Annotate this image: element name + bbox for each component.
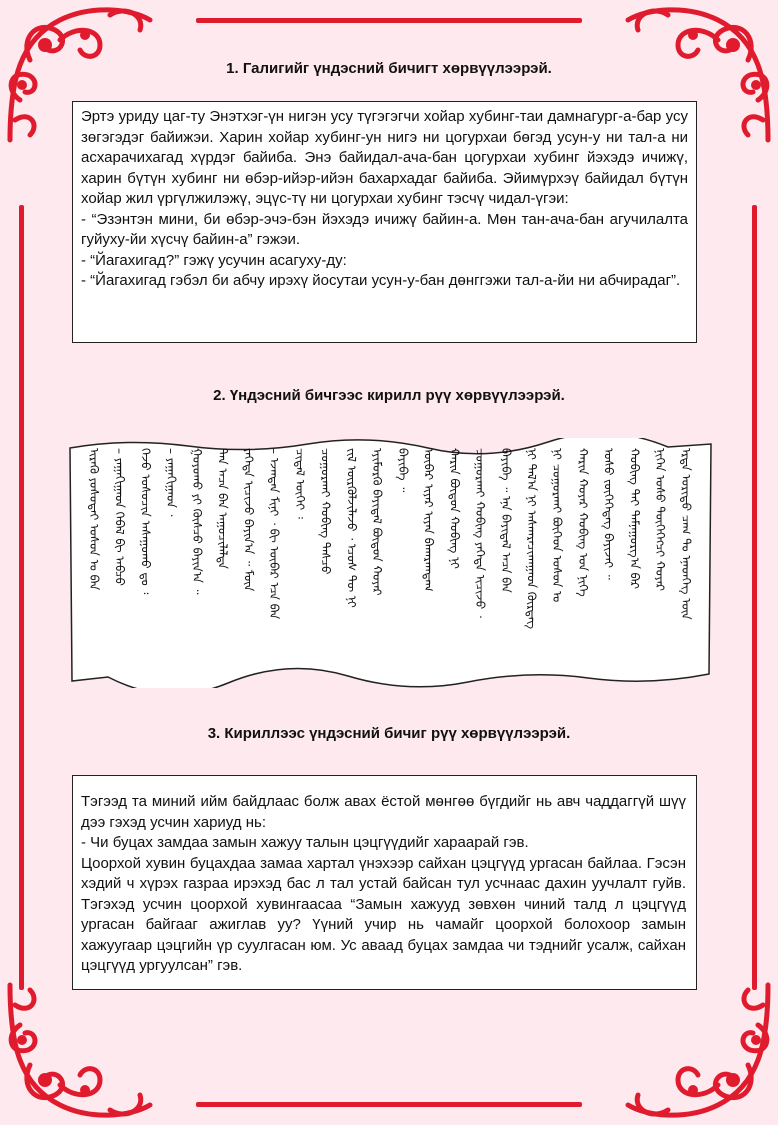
section-3-line: - Чи буцах замдаа замын хажуу талын цэцгүүдийг хараарай гэв. xyxy=(81,834,529,851)
script-column: ᠴᠢᠳᠠᠯ ᠦᠭᠡᠢ ᠄ xyxy=(292,448,307,519)
script-column: ᠪᠠᠶᠢᠪᠠ ᠃ ᠡᠨᠡ ᠪᠠᠶᠢᠳᠠᠯ ᠠᠴᠠ ᠪᠠᠨ xyxy=(498,448,513,593)
section-1-paragraph: Эртэ уриду цаг-ту Энэтхэг-үн нигэн усу түгэгэгчи хойар хубинг-таи дамнагург-а-бар усу зөгэгэдэг байижэи. Харин хойар хубинг-ун нигэ ни цогурхаи бөгэд усун-у ни тал-а ни асхарачихагад хүрдэг байиба. Энэ байидал-ача-бан цогурхаи хубинг йэхэдэ ичижү, харин бүтүн хубинг ни өбэр-ийэр-ийэн бахархадаг байиба. Эйимүрхэү байидал бүтүн хойар жил үргүлжилэжү, эцүс-тү ни цогурхаи хубинг тэсчү чидал-үгэи: xyxy=(81,108,688,207)
corner-ornament-bottom-left xyxy=(0,975,160,1125)
script-column: ᠭᠤᠶᠤᠬᠤ ᠶᠢ ᠬᠦᠰᠴᠦ ᠪᠠᠶᠢᠨ᠎ᠠ ᠃ xyxy=(189,448,204,595)
bottom-border-rule xyxy=(196,1102,582,1107)
script-column: ᠪᠠᠶᠢᠪᠠ ᠃ xyxy=(395,448,410,493)
right-border-rule xyxy=(752,205,757,990)
script-column: ᠡᠷᠲᠡ ᠤᠷᠢᠳᠤ ᠴᠠᠭ ᠲᠤ ᠡᠨᠡᠳᠬᠡᠭ ᠦᠨ xyxy=(678,448,693,620)
script-column: – ᠶᠠᠭᠠᠬᠢᠭᠠᠳ ᠂ xyxy=(164,448,179,517)
section-3-paragraph: Цоорхой хувин буцахдаа замаа хартал үнэхээр сайхан цэцгүүд ургасан байлаа. Гэсэн хэдий ч хүрэх газраа ирэхэд бас л тал устай байсан тул усчнаас дахин уучлалт гуйв. Тэгэхэд усчин цоорхой хувингаасаа “Замын хажууд зөвхөн чиний талд л цэцгүүд ургасан байгааг ажиглав уу? Үүний учир нь чамайг цоорхой болохоор замын хажуугаар цэцгийн үр суулгасан юм. Ус аваад буцах замдаа чи тэднийг усалж, сайхан цэцгүүд ургуулсан” гэв. xyxy=(81,854,686,974)
script-column: ᠥᠪᠡᠷ ᠢᠶᠡᠷ ᠢᠶᠡᠨ ᠪᠠᠬᠠᠷᠬᠠᠳᠠᠭ xyxy=(421,448,436,592)
left-border-rule xyxy=(19,205,24,990)
script-column: ᠲᠠᠨ ᠠᠴᠠ ᠪᠠᠨ ᠠᠭᠤᠴᠢᠯᠠᠯᠲᠠ xyxy=(215,448,230,569)
script-column: ᠨᠢᠭᠡᠨ ᠤᠰᠤ ᠲᠦᠭᠡᠭᠡᠭᠴᠢ ᠬᠣᠶᠠᠷ xyxy=(653,448,668,592)
section-2-heading: 2. Үндэсний бичгээс кирилл рүү хөрвүүлээрэй. xyxy=(213,387,565,404)
section-3-text-box xyxy=(72,775,697,990)
section-1-heading: 1. Галигийг үндэсний бичигт хөрвүүлээрэй. xyxy=(226,60,552,77)
corner-ornament-bottom-right xyxy=(618,975,778,1125)
section-1-line: - “Йагахигад гэбэл би абчу ирэхү йосутаи усун-у-бан дөнггэжи тал-а-йи ни абчирадаг”. xyxy=(81,272,681,289)
script-column: ᠤᠰᠤ ᠵᠥᠭᠡᠭᠡᠳᠡᠭ ᠪᠠᠶᠢᠵᠠᠢ ᠃ xyxy=(601,448,616,580)
section-1-text-box xyxy=(72,101,697,343)
script-column: ᠭᠡᠵᠦ ᠤᠰᠤᠴᠢᠨ ᠠᠰᠠᠭᠤᠬᠤ ᠳᠤ ᠄ xyxy=(138,448,153,595)
script-column: ᠶᠡᠬᠡᠳᠡ ᠢᠴᠢᠵᠦ ᠪᠠᠶᠢᠨ᠎ᠠ ᠃ ᠮᠥᠨ xyxy=(241,448,256,592)
section-1-line: - “Йагахигад?” гэжү усучин асагуху-ду: xyxy=(81,251,347,269)
script-column: – ᠡᠵᠡᠨᠲᠡᠨ ᠮᠢᠨᠢ ᠂ ᠪᠢ ᠥᠪᠡᠷ ᠡᠴᠡ ᠪᠡᠨ xyxy=(267,448,282,620)
script-column: – ᠶᠠᠭᠠᠬᠢᠭᠠᠳ ᠭᠡᠪᠡᠯ ᠪᠢ ᠠᠪᠴᠤ xyxy=(112,448,127,586)
top-border-rule xyxy=(196,18,582,23)
script-column: ᠢᠷᠡᠬᠦ ᠶᠣᠰᠤᠲᠠᠢ ᠤᠰᠤᠨ ᠤ ᠪᠠᠨ xyxy=(87,448,101,591)
section-3-heading: 3. Кириллээс үндэсний бичиг рүү хөрвүүлээрэй. xyxy=(207,725,571,742)
script-column: ᠡᠶᠢᠮᠦᠷᠬᠦ ᠪᠠᠶᠢᠳᠠᠯ ᠪᠦᠲᠦᠨ ᠬᠣᠶᠠᠷ xyxy=(370,448,385,596)
section-3-line: Тэгээд та миний ийм байдлаас болж авах ёстой мөнгөө бүгдийг нь авч чаддаггүй шүү дээ гэхэд усчин хариуд нь: xyxy=(81,793,686,831)
script-column: ᠬᠠᠷᠢᠨ ᠪᠦᠲᠦᠨ ᠬᠤᠪᠢᠩ ᠨᠢ xyxy=(447,448,462,569)
script-column: ᠬᠤᠪᠢᠩ ᠲᠠᠢ ᠳᠠᠮᠨᠠᠭᠤᠷᠭ᠎ᠠ ᠪᠠᠷ xyxy=(627,448,642,590)
section-1-line: - “Эзэнтэн мини, би өбэр-эчэ-бэн йэхэдэ ичижү байин-а. Мөн тан-ача-бан агучилалта гуйуху-йи хүсчү байин-а” гэжэи. xyxy=(81,210,688,248)
mongolian-script-columns xyxy=(80,438,700,688)
script-column: ᠴᠣᠭᠤᠷᠬᠠᠢ ᠬᠤᠪᠢᠩ ᠶᠡᠬᠡᠳᠡ ᠢᠴᠢᠵᠦ ᠂ xyxy=(473,448,488,618)
script-column: ᠵᠢᠯ ᠦᠷᠭᠦᠯᠵᠢᠯᠡᠵᠦ ᠂ ᠡᠴᠦᠰ ᠲᠦ ᠨᠢ xyxy=(344,448,359,608)
script-column: ᠬᠠᠷᠢᠨ ᠬᠣᠶᠠᠷ ᠬᠤᠪᠢᠩ ᠤᠨ ᠨᠢᠭᠡ xyxy=(575,448,590,597)
script-column: ᠨᠢ ᠴᠣᠭᠤᠷᠬᠠᠢ ᠪᠥᠭᠡᠳ ᠤᠰᠤᠨ ᠤ xyxy=(550,448,565,603)
script-column: ᠴᠣᠭᠤᠷᠬᠠᠢ ᠬᠤᠪᠢᠩ ᠲᠡᠰᠴᠦ xyxy=(318,448,333,575)
script-column: ᠨᠢ ᠲᠠᠯ᠎ᠠ ᠨᠢ ᠠᠰᠬᠠᠷᠠᠴᠢᠬᠠᠭᠠᠳ ᠬᠦᠷᠳᠡᠭ xyxy=(524,448,539,630)
mongolian-script-scroll xyxy=(68,438,713,688)
